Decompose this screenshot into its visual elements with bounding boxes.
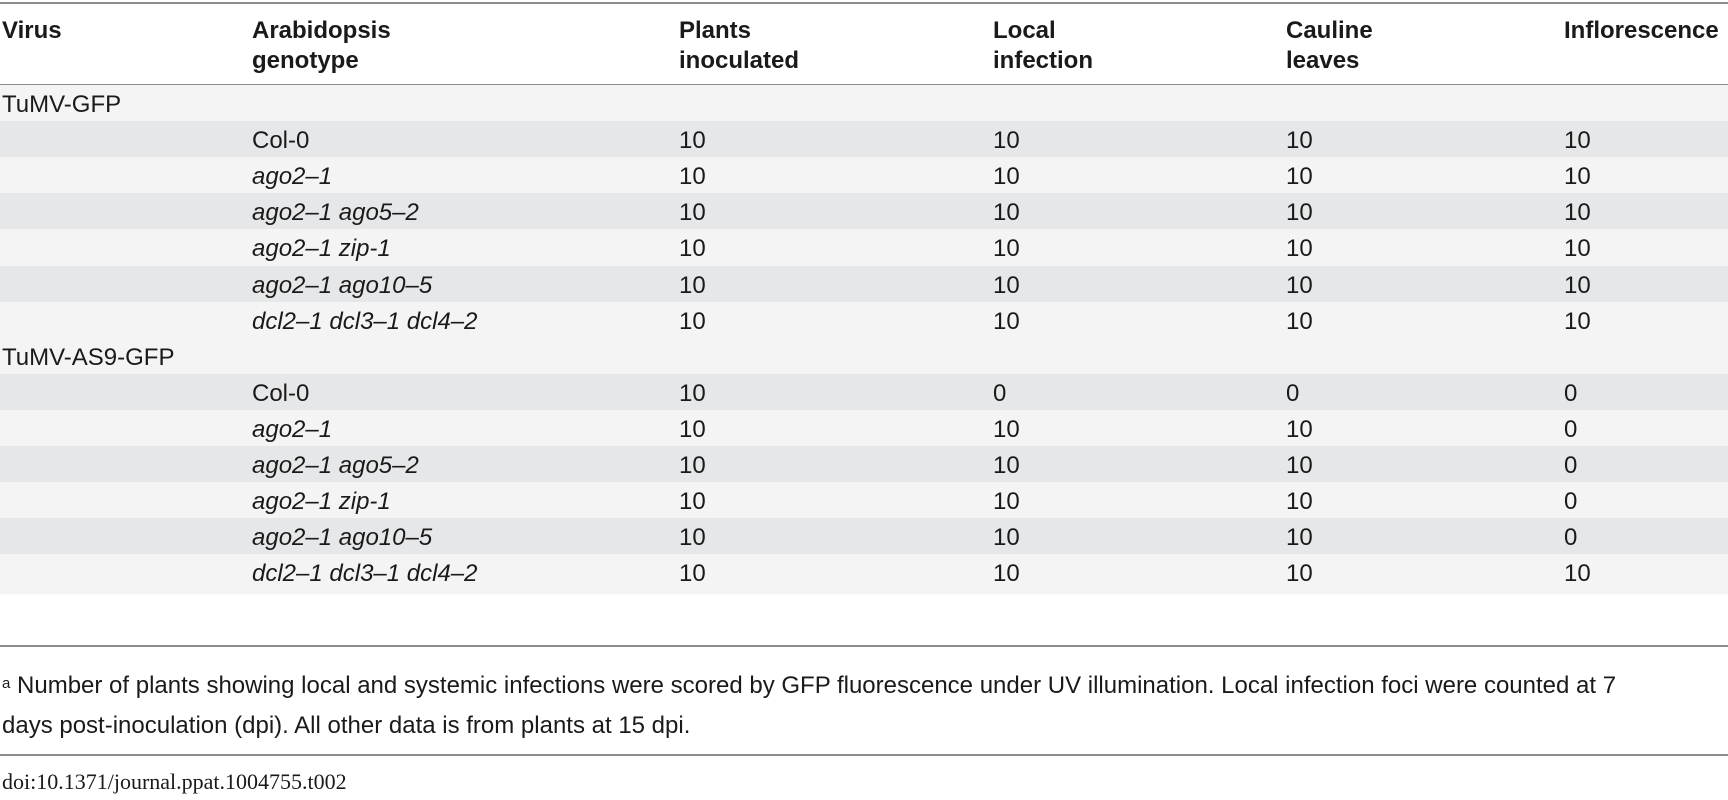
- genotype-cell: ago2–1 zip-1: [252, 488, 391, 516]
- table-row: [0, 193, 1728, 233]
- header-cauline-leaves: Cauline leaves: [1286, 17, 1373, 74]
- genotype-cell: Col-0: [252, 127, 310, 155]
- plants-inoculated-cell: 10: [679, 524, 706, 552]
- table-row: [0, 266, 1728, 306]
- inflorescence-cell: 10: [1564, 235, 1591, 263]
- inflorescence-cell: 0: [1564, 452, 1578, 479]
- cauline-leaves-cell: 10: [1286, 307, 1313, 335]
- cauline-leaves-cell: 10: [1286, 415, 1313, 443]
- plants-inoculated-cell: 10: [679, 163, 706, 191]
- table-group-row: [0, 338, 1728, 378]
- plants-inoculated-cell: 10: [679, 560, 706, 588]
- plants-inoculated-cell: 10: [679, 271, 706, 299]
- virus-cell: TuMV-AS9-GFP: [2, 343, 175, 371]
- genotype-cell: ago2–1 ago5–2: [252, 452, 419, 479]
- cauline-leaves-cell: 10: [1286, 560, 1313, 588]
- local-infection-cell: 10: [993, 452, 1020, 479]
- local-infection-cell: 0: [993, 379, 1007, 407]
- plants-inoculated-cell: 10: [679, 127, 706, 155]
- table-header: [0, 4, 1728, 84]
- header-genotype: Arabidopsis genotype: [252, 17, 391, 74]
- inflorescence-cell: 10: [1564, 560, 1591, 588]
- inflorescence-cell: 0: [1564, 379, 1578, 407]
- plants-inoculated-cell: 10: [679, 379, 706, 407]
- plants-inoculated-cell: 10: [679, 488, 706, 516]
- local-infection-cell: 10: [993, 235, 1020, 263]
- local-infection-cell: 10: [993, 199, 1020, 227]
- plants-inoculated-cell: 10: [679, 235, 706, 263]
- genotype-cell: dcl2–1 dcl3–1 dcl4–2: [252, 307, 478, 335]
- local-infection-cell: 10: [993, 307, 1020, 335]
- cauline-leaves-cell: 10: [1286, 524, 1313, 552]
- cauline-leaves-cell: 10: [1286, 163, 1313, 191]
- local-infection-cell: 10: [993, 415, 1020, 443]
- table-row: [0, 410, 1728, 450]
- local-infection-cell: 10: [993, 271, 1020, 299]
- inflorescence-cell: 10: [1564, 199, 1591, 227]
- table-row: [0, 121, 1728, 161]
- header-local-infection: Local infection: [993, 17, 1093, 74]
- inflorescence-cell: 0: [1564, 415, 1578, 443]
- genotype-cell: ago2–1: [252, 163, 333, 191]
- plants-inoculated-cell: 10: [679, 452, 706, 479]
- footnote-marker: a: [2, 675, 11, 692]
- table-footnote: [2, 666, 1722, 746]
- table-row: [0, 374, 1728, 414]
- cauline-leaves-cell: 10: [1286, 199, 1313, 227]
- genotype-cell: ago2–1 ago10–5: [252, 524, 433, 552]
- header-inflorescence: Inflorescence: [1564, 17, 1719, 44]
- local-infection-cell: 10: [993, 488, 1020, 516]
- plants-inoculated-cell: 10: [679, 199, 706, 227]
- inflorescence-cell: 10: [1564, 163, 1591, 191]
- inflorescence-cell: 0: [1564, 488, 1578, 516]
- cauline-leaves-cell: 10: [1286, 127, 1313, 155]
- genotype-cell: Col-0: [252, 379, 310, 407]
- cauline-leaves-cell: 10: [1286, 452, 1313, 479]
- plants-inoculated-cell: 10: [679, 307, 706, 335]
- cauline-leaves-cell: 10: [1286, 271, 1313, 299]
- virus-cell: TuMV-GFP: [2, 91, 122, 118]
- genotype-cell: ago2–1 ago10–5: [252, 271, 433, 299]
- cauline-leaves-cell: 10: [1286, 235, 1313, 263]
- table-row: [0, 302, 1728, 342]
- genotype-cell: ago2–1: [252, 415, 333, 443]
- table-bottom-rule: [0, 645, 1728, 647]
- inflorescence-cell: 10: [1564, 127, 1591, 155]
- genotype-cell: ago2–1 ago5–2: [252, 199, 419, 227]
- table-group-row: [0, 85, 1728, 125]
- table-row: [0, 482, 1728, 522]
- table-row: [0, 554, 1728, 594]
- footnote-text-line2: days post-inoculation (dpi). All other data is from plants at 15 dpi.: [2, 712, 691, 739]
- inflorescence-cell: 0: [1564, 524, 1578, 552]
- table-row: [0, 229, 1728, 269]
- footnote-rule: [0, 754, 1728, 756]
- local-infection-cell: 10: [993, 560, 1020, 588]
- local-infection-cell: 10: [993, 163, 1020, 191]
- local-infection-cell: 10: [993, 127, 1020, 155]
- genotype-cell: dcl2–1 dcl3–1 dcl4–2: [252, 560, 478, 588]
- local-infection-cell: 10: [993, 524, 1020, 552]
- cauline-leaves-cell: 10: [1286, 488, 1313, 516]
- doi-label: doi:10.1371/journal.ppat.1004755.t002: [2, 769, 347, 794]
- cauline-leaves-cell: 0: [1286, 379, 1300, 407]
- table-row: [0, 157, 1728, 197]
- genotype-cell: ago2–1 zip-1: [252, 235, 391, 263]
- plants-inoculated-cell: 10: [679, 415, 706, 443]
- header-virus: Virus: [2, 17, 62, 44]
- footnote-text-line1: Number of plants showing local and systemic infections were scored by GFP fluorescence under UV illumination. Local infection foci were counted at 7: [17, 672, 1617, 699]
- table-row: [0, 446, 1728, 486]
- inflorescence-cell: 10: [1564, 271, 1591, 299]
- inflorescence-cell: 10: [1564, 307, 1591, 335]
- table-row: [0, 518, 1728, 558]
- header-plants-inoculated: Plants inoculated: [679, 17, 800, 74]
